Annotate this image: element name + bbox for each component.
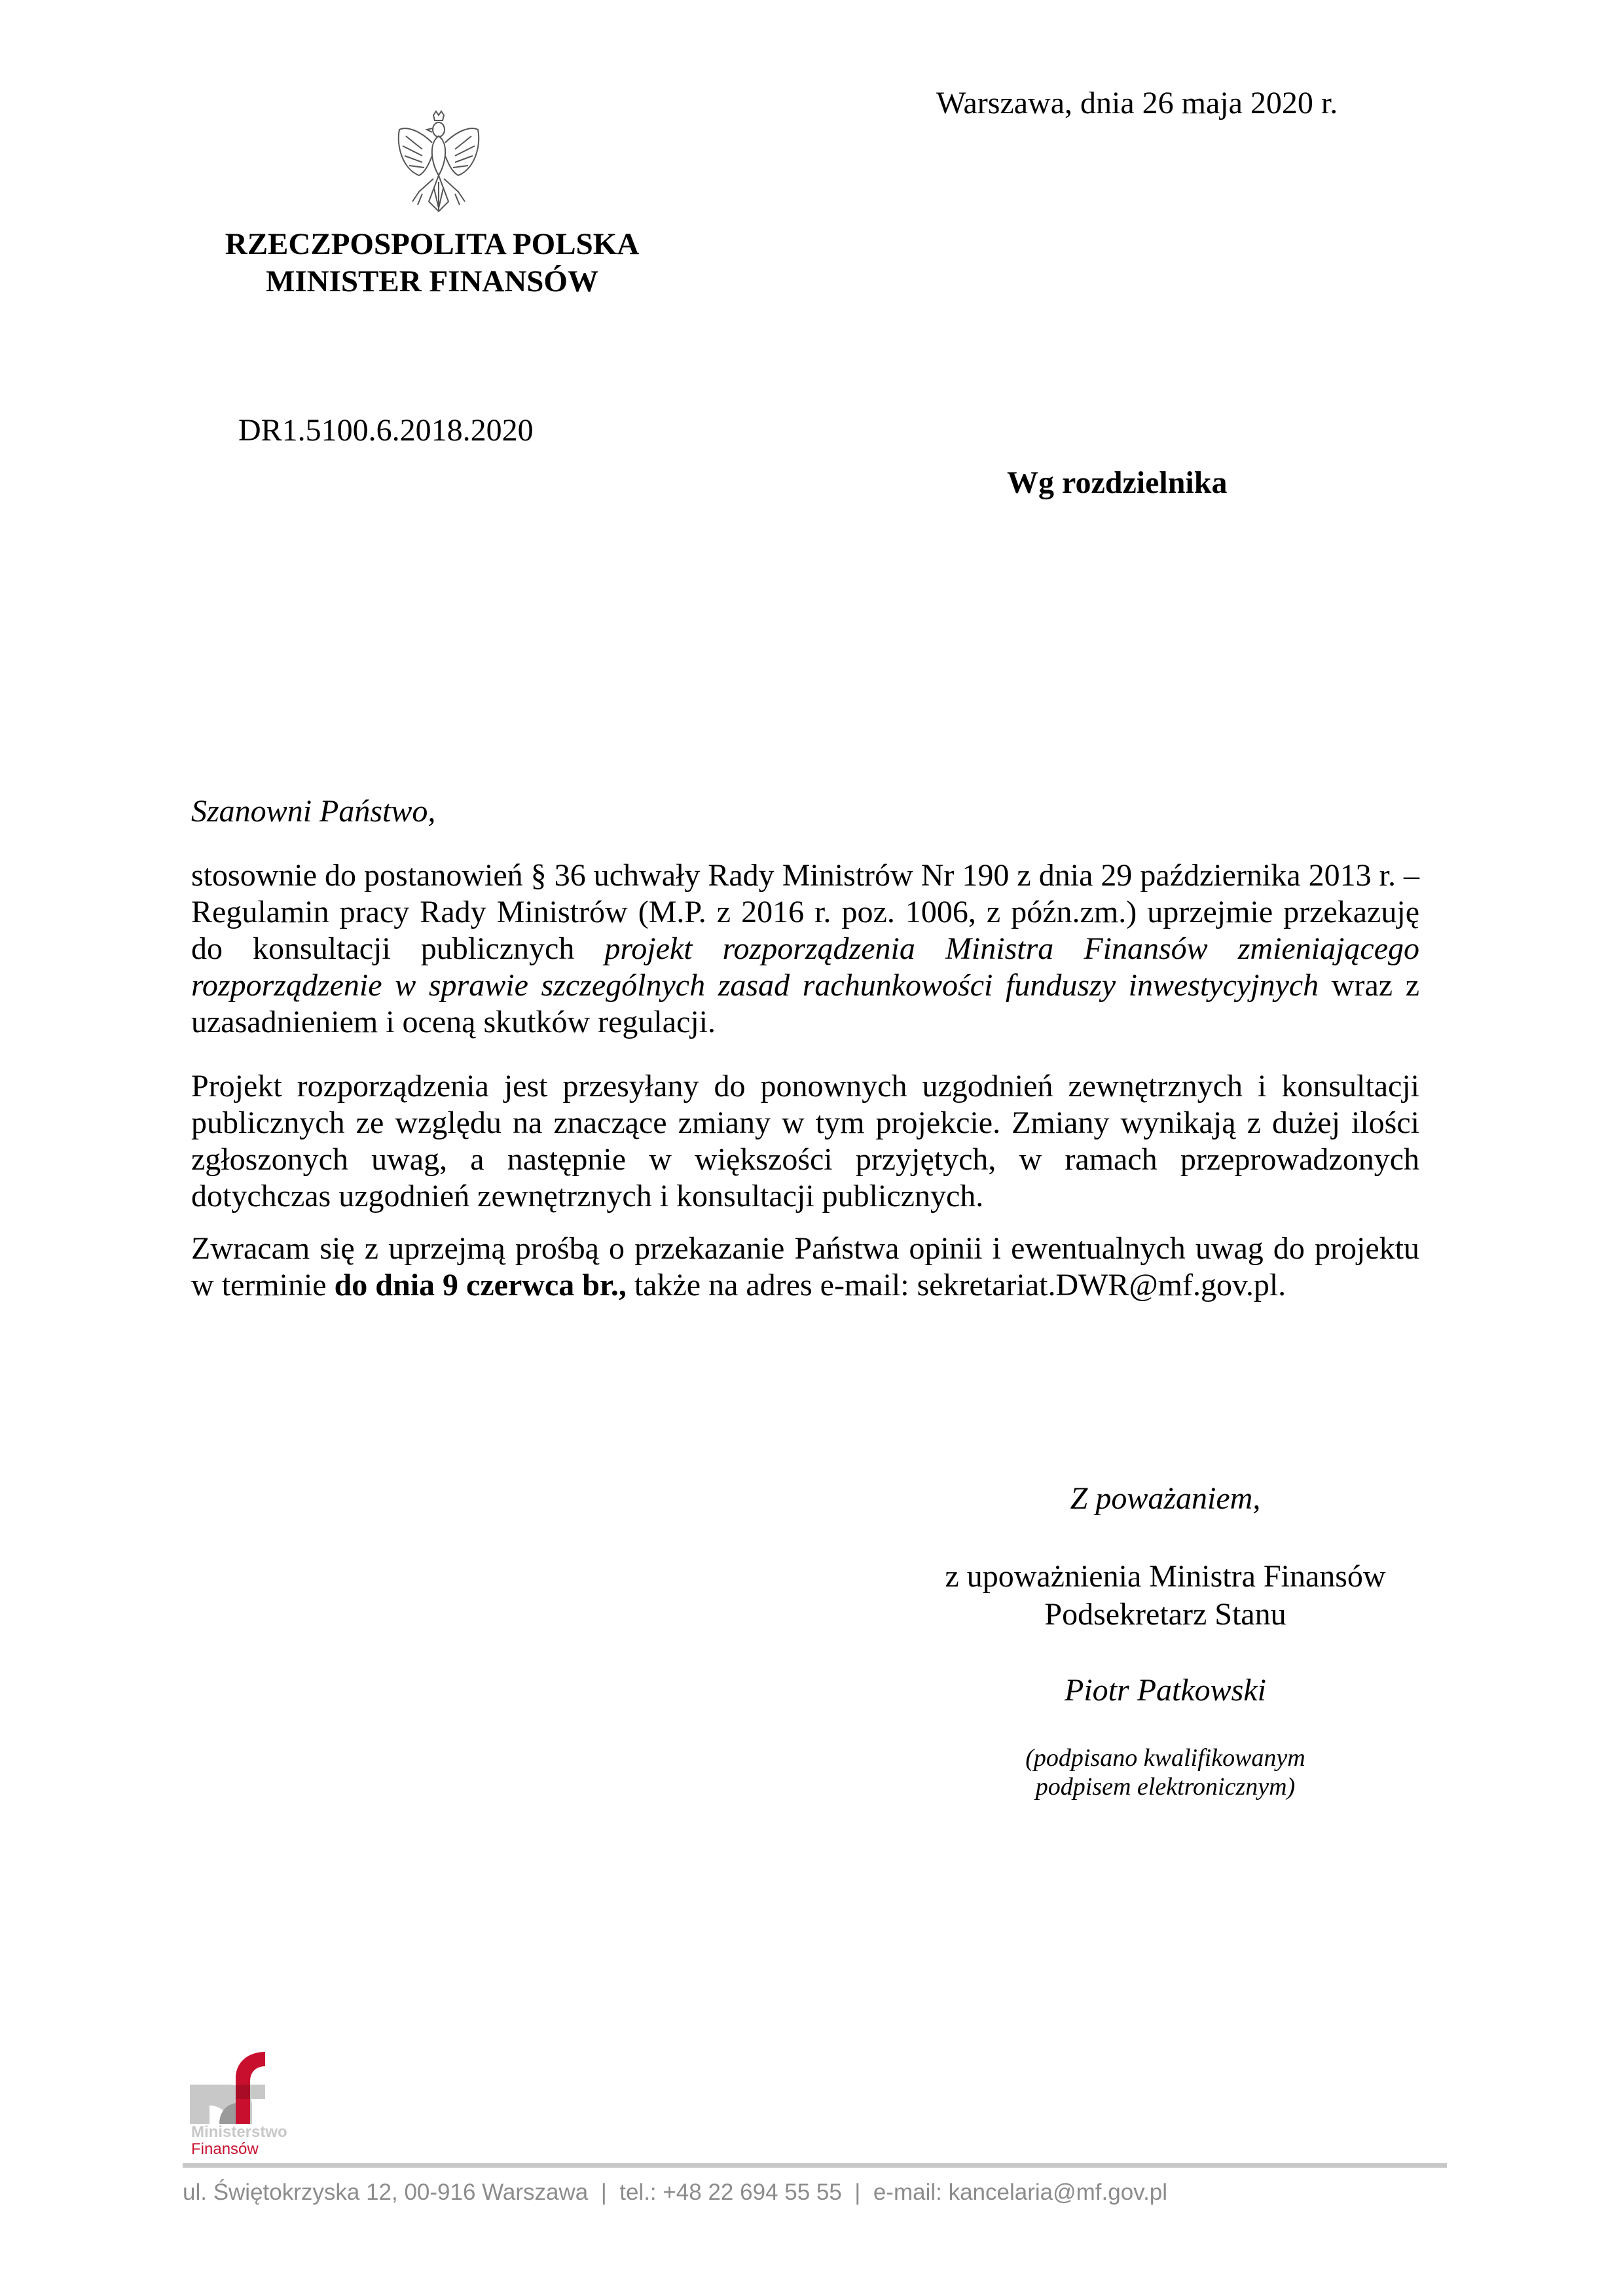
logo-text-line-1: Ministerstwo [191,2123,287,2141]
footer-contact [183,2179,1167,2206]
paragraph-3 [191,1230,1419,1304]
paragraph-1-text-b: wraz z uzasadnieniem i oceną skutków regulacji. [191,968,1420,1039]
issuer-line-minister: MINISTER FINANSÓW [266,264,598,298]
paragraph-2-text: Projekt rozporządzenia jest przesyłany do ponownych uzgodnień zewnętrznych i konsultacji publicznych ze względu na znaczące zmiany w tym projekcie. Zmiany wynikają z dużej ilości zgłoszonych uwag, a następnie w większości przyjętych, w ramach przeprowadzonych dotychczas uzgodnień zewnętrznych i konsultacji publicznych. [191,1069,1419,1213]
footer-separator: | [600,2179,607,2205]
signature-note-line-2: podpisem elektronicznym) [1035,1773,1296,1801]
issuer-line-country: RZECZPOSPOLITA POLSKA [225,227,640,261]
issuer-header [183,226,681,300]
footer-email: e-mail: kancelaria@mf.gov.pl [873,2179,1168,2205]
signature-note-line-1: (podpisano kwalifikowanym [1025,1744,1305,1772]
footer-address: ul. Świętokrzyska 12, 00-916 Warszawa [183,2179,589,2205]
closing-authority [903,1558,1427,1634]
paragraph-1 [191,857,1419,1041]
paragraph-2 [191,1068,1419,1215]
footer-separator: | [854,2179,861,2205]
paragraph-3-deadline: do dnia 9 czerwca br., [334,1268,627,1302]
ministry-logo [190,2052,288,2124]
authority-line-1: z upoważnienia Ministra Finansów [945,1559,1386,1594]
footer-phone: tel.: +48 22 694 55 55 [619,2179,842,2205]
footer-divider [183,2163,1447,2168]
closing-regards: Z poważaniem, [1070,1481,1261,1516]
date-line: Warszawa, dnia 26 maja 2020 r. [936,86,1338,120]
logo-text-line-2: Finansów [191,2140,259,2158]
paragraph-1-text-a: stosownie do postanowień § 36 uchwały Rady Ministrów Nr 190 z dnia 29 października 2013 r. – Regulamin pracy Rady Ministrów (M.P. z 2016 r. poz. 1006, z późn.zm.) uprzejmie przekazuję do konsultacji publicznych [191,858,1419,966]
paragraph-3-text-b: także na adres e-mail: sekretariat.DWR@mf.gov.pl. [626,1268,1286,1302]
salutation: Szanowni Państwo, [191,794,436,829]
reference-number: DR1.5100.6.2018.2020 [238,413,534,448]
paragraph-3-text-a: Zwracam się z uprzejmą prośbą o przekazanie Państwa opinii i ewentualnych uwag do projektu w terminie [191,1231,1419,1302]
authority-line-2: Podsekretarz Stanu [1044,1597,1286,1632]
polish-eagle-emblem [393,110,484,215]
eagle-icon [393,110,484,215]
signature-note [903,1744,1427,1801]
mf-logo-icon [190,2052,288,2124]
paragraph-1-italic-title: projekt rozporządzenia Ministra Finansów zmieniającego rozporządzenie w sprawie szczególnych zasad rachunkowości funduszy inwestycyjnych [191,931,1420,1003]
ministry-logo-text [191,2124,287,2158]
signatory-name: Piotr Patkowski [1065,1673,1266,1708]
addressee: Wg rozdzielnika [1007,465,1228,500]
